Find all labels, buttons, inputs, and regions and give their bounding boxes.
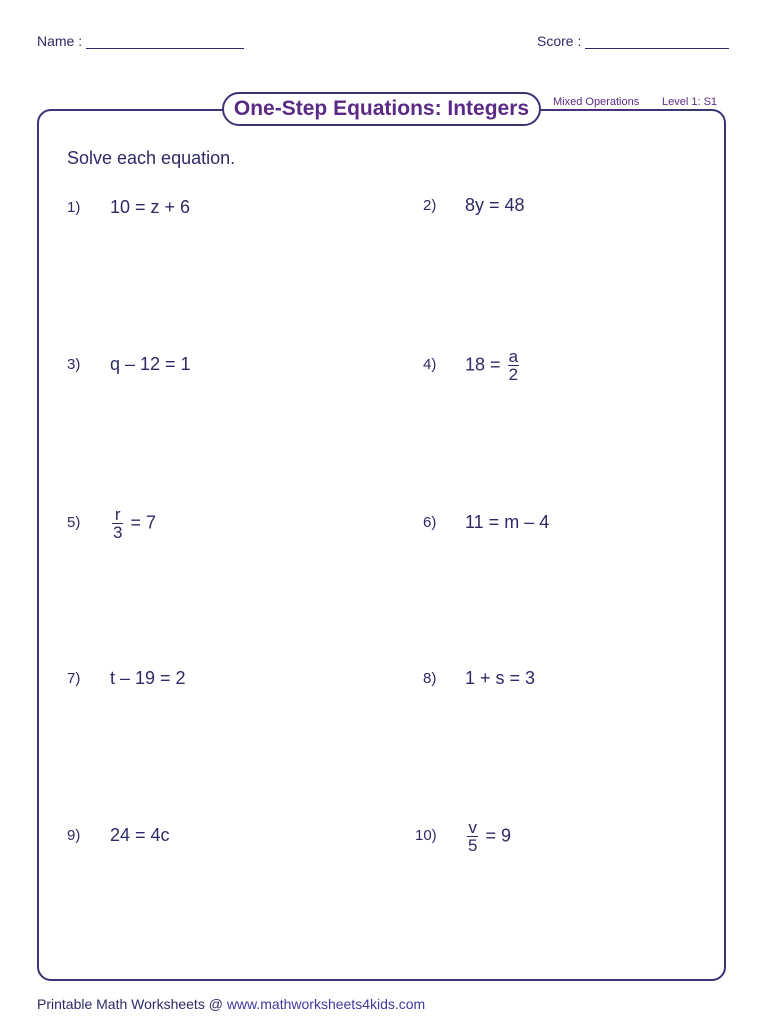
fraction-numerator: v <box>468 818 477 837</box>
worksheet-frame <box>37 109 726 981</box>
equation <box>110 506 156 541</box>
footer <box>37 996 425 1012</box>
equation <box>465 348 521 383</box>
fraction-numerator: r <box>112 506 123 524</box>
footer-link[interactable]: www.mathworksheets4kids.com <box>226 996 426 1012</box>
equation: 1 + s = 3 <box>465 668 536 688</box>
problem-number: 3) <box>67 356 81 373</box>
score-label: Score : <box>537 33 582 49</box>
equation-right: = 9 <box>485 825 512 846</box>
equation-left: 18 = <box>465 354 501 375</box>
topic-label: Mixed Operations <box>553 96 640 108</box>
problem-number: 6) <box>423 514 437 531</box>
problem-number: 4) <box>423 356 437 373</box>
worksheet-title: One-Step Equations: Integers <box>222 92 541 126</box>
name-field <box>37 33 244 49</box>
equation-right: = 7 <box>130 512 157 533</box>
problem-number: 10) <box>415 827 437 844</box>
problem-number: 2) <box>423 197 437 214</box>
footer-text: Printable Math Worksheets @ <box>37 996 223 1012</box>
fraction <box>112 506 123 541</box>
fraction <box>508 348 519 383</box>
fraction <box>467 819 478 854</box>
equation: t – 19 = 2 <box>110 668 186 688</box>
problem-number: 7) <box>67 670 81 687</box>
equation: 11 = m – 4 <box>465 512 550 532</box>
fraction-denominator: 3 <box>113 523 123 542</box>
score-field <box>537 33 729 49</box>
problem-number: 5) <box>67 514 81 531</box>
level-label: Level 1: S1 <box>662 96 718 108</box>
problem-number: 8) <box>423 670 437 687</box>
equation: 8y = 48 <box>465 195 525 215</box>
name-label: Name : <box>37 33 83 49</box>
equation: 10 = z + 6 <box>110 197 191 217</box>
problem-number: 1) <box>67 199 81 216</box>
name-blank-line[interactable] <box>86 34 244 49</box>
fraction-numerator: a <box>508 347 519 366</box>
problem-number: 9) <box>67 827 81 844</box>
equation <box>465 819 511 854</box>
instruction-text: Solve each equation. <box>67 148 236 168</box>
fraction-denominator: 2 <box>508 365 519 384</box>
equation: q – 12 = 1 <box>110 354 191 374</box>
fraction-denominator: 5 <box>468 836 478 855</box>
score-blank-line[interactable] <box>585 34 729 49</box>
equation: 24 = 4c <box>110 825 170 845</box>
